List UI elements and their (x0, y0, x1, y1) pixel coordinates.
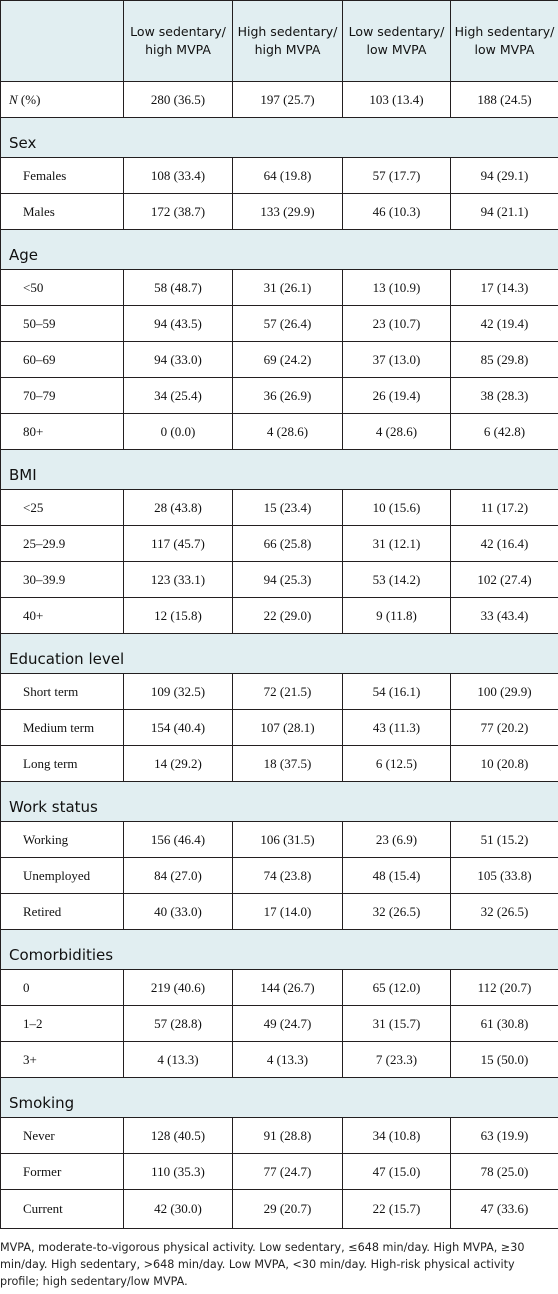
cell-value: 31 (12.1) (343, 526, 451, 562)
cell-value: 6 (42.8) (451, 414, 558, 450)
cell-value: 117 (45.7) (124, 526, 233, 562)
cell-value: 65 (12.0) (343, 970, 451, 1006)
header-low-sed-low-mvpa: Low sedentary/ low MVPA (343, 1, 451, 82)
cell-value: 154 (40.4) (124, 710, 233, 746)
cell-value: 33 (43.4) (451, 598, 558, 634)
cell-value: 105 (33.8) (451, 858, 558, 894)
cell-value: 128 (40.5) (124, 1118, 233, 1154)
cell-value: 7 (23.3) (343, 1042, 451, 1078)
cell-value: 49 (24.7) (233, 1006, 343, 1042)
cell-value: 172 (38.7) (124, 194, 233, 230)
cell-value: 4 (13.3) (124, 1042, 233, 1078)
cell-value: 0 (0.0) (124, 414, 233, 450)
n-value: 103 (13.4) (343, 82, 451, 118)
section-header-row (1, 450, 558, 490)
table-row (1, 710, 558, 746)
row-label: Working (1, 822, 124, 858)
cell-value: 94 (25.3) (233, 562, 343, 598)
cell-value: 112 (20.7) (451, 970, 558, 1006)
cell-value: 57 (26.4) (233, 306, 343, 342)
cell-value: 108 (33.4) (124, 158, 233, 194)
cell-value: 109 (32.5) (124, 674, 233, 710)
row-label: 1–2 (1, 1006, 124, 1042)
header-high-sed-low-mvpa: High sedentary/ low MVPA (451, 1, 558, 82)
table-row (1, 490, 558, 526)
section-title: Education level (1, 634, 558, 674)
n-value: 197 (25.7) (233, 82, 343, 118)
row-label: 0 (1, 970, 124, 1006)
n-percent-suffix: (%) (17, 91, 41, 107)
table-row (1, 1154, 558, 1190)
cell-value: 48 (15.4) (343, 858, 451, 894)
cell-value: 42 (16.4) (451, 526, 558, 562)
cell-value: 34 (10.8) (343, 1118, 451, 1154)
section-header-row (1, 930, 558, 970)
cell-value: 63 (19.9) (451, 1118, 558, 1154)
table-row (1, 1118, 558, 1154)
cell-value: 29 (20.7) (233, 1190, 343, 1229)
n-symbol: N (9, 91, 18, 107)
table-row (1, 970, 558, 1006)
cell-value: 42 (19.4) (451, 306, 558, 342)
row-label: Former (1, 1154, 124, 1190)
cell-value: 32 (26.5) (343, 894, 451, 930)
n-row (1, 82, 558, 118)
cell-value: 133 (29.9) (233, 194, 343, 230)
row-label: 3+ (1, 1042, 124, 1078)
section-title: Sex (1, 118, 558, 158)
section-title: BMI (1, 450, 558, 490)
table-row (1, 858, 558, 894)
table-row (1, 158, 558, 194)
table-row (1, 342, 558, 378)
cell-value: 10 (20.8) (451, 746, 558, 782)
cell-value: 84 (27.0) (124, 858, 233, 894)
cell-value: 47 (15.0) (343, 1154, 451, 1190)
row-label: Never (1, 1118, 124, 1154)
table-row (1, 746, 558, 782)
section-header-row (1, 118, 558, 158)
cell-value: 78 (25.0) (451, 1154, 558, 1190)
cell-value: 54 (16.1) (343, 674, 451, 710)
cell-value: 85 (29.8) (451, 342, 558, 378)
cell-value: 6 (12.5) (343, 746, 451, 782)
table-row (1, 822, 558, 858)
table-row (1, 1190, 558, 1229)
cell-value: 34 (25.4) (124, 378, 233, 414)
cell-value: 17 (14.3) (451, 270, 558, 306)
cell-value: 219 (40.6) (124, 970, 233, 1006)
cell-value: 69 (24.2) (233, 342, 343, 378)
table-row (1, 270, 558, 306)
table-row (1, 1006, 558, 1042)
header-row (1, 1, 558, 82)
row-label: <25 (1, 490, 124, 526)
cell-value: 14 (29.2) (124, 746, 233, 782)
row-label: Females (1, 158, 124, 194)
cell-value: 144 (26.7) (233, 970, 343, 1006)
table-row (1, 414, 558, 450)
cell-value: 102 (27.4) (451, 562, 558, 598)
cell-value: 58 (48.7) (124, 270, 233, 306)
cell-value: 46 (10.3) (343, 194, 451, 230)
cell-value: 22 (29.0) (233, 598, 343, 634)
cell-value: 66 (25.8) (233, 526, 343, 562)
row-label: 30–39.9 (1, 562, 124, 598)
cell-value: 15 (23.4) (233, 490, 343, 526)
cell-value: 47 (33.6) (451, 1190, 558, 1229)
row-label: 60–69 (1, 342, 124, 378)
cell-value: 18 (37.5) (233, 746, 343, 782)
cell-value: 94 (33.0) (124, 342, 233, 378)
table-row (1, 378, 558, 414)
cell-value: 64 (19.8) (233, 158, 343, 194)
row-label: Long term (1, 746, 124, 782)
header-low-sed-high-mvpa: Low sedentary/ high MVPA (124, 1, 233, 82)
cell-value: 4 (13.3) (233, 1042, 343, 1078)
cell-value: 94 (43.5) (124, 306, 233, 342)
table-row (1, 894, 558, 930)
cell-value: 91 (28.8) (233, 1118, 343, 1154)
row-label: Medium term (1, 710, 124, 746)
cell-value: 100 (29.9) (451, 674, 558, 710)
cell-value: 94 (29.1) (451, 158, 558, 194)
cell-value: 74 (23.8) (233, 858, 343, 894)
row-label: 50–59 (1, 306, 124, 342)
cell-value: 156 (46.4) (124, 822, 233, 858)
cell-value: 9 (11.8) (343, 598, 451, 634)
cell-value: 31 (15.7) (343, 1006, 451, 1042)
table-row (1, 562, 558, 598)
cell-value: 31 (26.1) (233, 270, 343, 306)
cell-value: 23 (10.7) (343, 306, 451, 342)
cell-value: 77 (24.7) (233, 1154, 343, 1190)
table-row (1, 598, 558, 634)
table-row (1, 306, 558, 342)
table-row (1, 194, 558, 230)
header-cell-empty (1, 1, 124, 82)
section-header-row (1, 634, 558, 674)
cell-value: 106 (31.5) (233, 822, 343, 858)
cell-value: 110 (35.3) (124, 1154, 233, 1190)
cell-value: 37 (13.0) (343, 342, 451, 378)
row-label: 40+ (1, 598, 124, 634)
cell-value: 17 (14.0) (233, 894, 343, 930)
cell-value: 4 (28.6) (343, 414, 451, 450)
n-value: 280 (36.5) (124, 82, 233, 118)
section-title: Smoking (1, 1078, 558, 1118)
header-high-sed-high-mvpa: High sedentary/ high MVPA (233, 1, 343, 82)
cell-value: 107 (28.1) (233, 710, 343, 746)
cell-value: 36 (26.9) (233, 378, 343, 414)
cell-value: 53 (14.2) (343, 562, 451, 598)
cell-value: 40 (33.0) (124, 894, 233, 930)
row-label: 25–29.9 (1, 526, 124, 562)
cell-value: 42 (30.0) (124, 1190, 233, 1229)
row-label: 70–79 (1, 378, 124, 414)
table-row (1, 1042, 558, 1078)
cell-value: 4 (28.6) (233, 414, 343, 450)
cell-value: 10 (15.6) (343, 490, 451, 526)
row-label: 80+ (1, 414, 124, 450)
cell-value: 13 (10.9) (343, 270, 451, 306)
cell-value: 57 (28.8) (124, 1006, 233, 1042)
cell-value: 23 (6.9) (343, 822, 451, 858)
cell-value: 72 (21.5) (233, 674, 343, 710)
cell-value: 61 (30.8) (451, 1006, 558, 1042)
table-row (1, 674, 558, 710)
cell-value: 77 (20.2) (451, 710, 558, 746)
row-label: Current (1, 1190, 124, 1229)
row-label: Unemployed (1, 858, 124, 894)
section-header-row (1, 782, 558, 822)
row-label: <50 (1, 270, 124, 306)
cell-value: 57 (17.7) (343, 158, 451, 194)
row-label: Short term (1, 674, 124, 710)
cell-value: 28 (43.8) (124, 490, 233, 526)
cell-value: 11 (17.2) (451, 490, 558, 526)
table-row (1, 526, 558, 562)
n-value: 188 (24.5) (451, 82, 558, 118)
cell-value: 26 (19.4) (343, 378, 451, 414)
cell-value: 43 (11.3) (343, 710, 451, 746)
cell-value: 38 (28.3) (451, 378, 558, 414)
section-title: Work status (1, 782, 558, 822)
cell-value: 94 (21.1) (451, 194, 558, 230)
section-title: Age (1, 230, 558, 270)
cell-value: 123 (33.1) (124, 562, 233, 598)
cell-value: 22 (15.7) (343, 1190, 451, 1229)
n-row-label (1, 82, 124, 118)
section-title: Comorbidities (1, 930, 558, 970)
table-footnote: MVPA, moderate-to-vigorous physical activity. Low sedentary, ≤648 min/day. High MVPA, ≥30 min/day. High sedentary, >648 min/day. Low MVPA, <30 min/day. High-risk physical activity profile; high sedentary/low MVPA. (0, 1241, 525, 1288)
row-label: Retired (1, 894, 124, 930)
row-label: Males (1, 194, 124, 230)
section-header-row (1, 1078, 558, 1118)
cell-value: 51 (15.2) (451, 822, 558, 858)
cell-value: 32 (26.5) (451, 894, 558, 930)
cell-value: 12 (15.8) (124, 598, 233, 634)
cell-value: 15 (50.0) (451, 1042, 558, 1078)
section-header-row (1, 230, 558, 270)
